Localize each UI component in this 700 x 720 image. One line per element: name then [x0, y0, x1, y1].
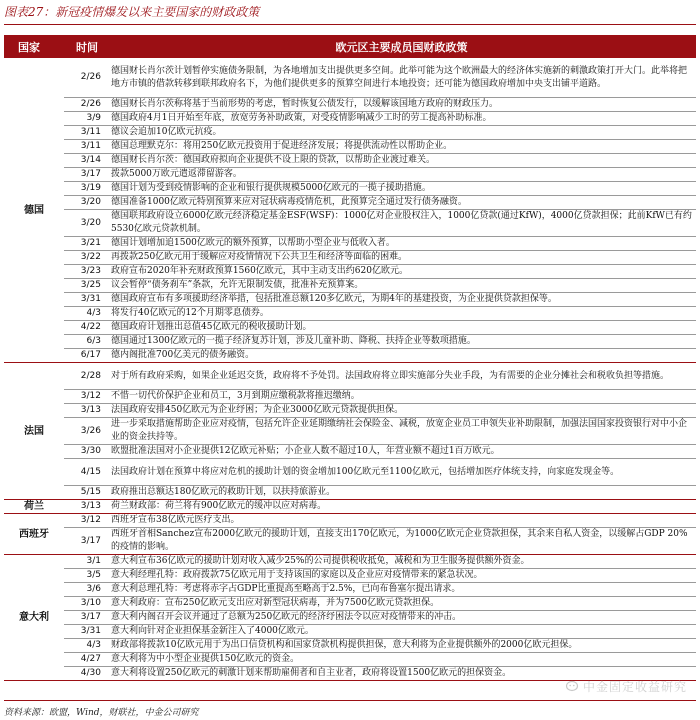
policy-text: 对于所有政府采购，如果企业延迟交货，政府将不予处罚。法国政府将立即实施部分失业手段，为有需要的企业分摊社会和税收负担等措施。 [111, 370, 670, 381]
country-cell: 意大利 [4, 555, 64, 681]
policy-text: 将发行40亿欧元的12个月期零息债券。 [111, 308, 269, 318]
date-cell: 6/3 [64, 335, 107, 349]
policy-text: 德国财长肖尔茨计划暂停实施债务限制，为各地增加支出提供更多空间。此举可能为这个欧洲最大的经济体实施新的刺激政策打开大门。此举将把地方市镇的借款转移到联邦政府名下，为他们提供更多的预算空间进行本地投资；还可能为德国政府增加中央支出铺平道路。 [111, 65, 688, 89]
policy-text: 德国政府计划推出总值45亿欧元的税收援助计划。 [111, 322, 312, 332]
date-cell: 4/15 [64, 459, 107, 486]
policy-text: 德内阁批准700亿美元的债务融资。 [111, 350, 255, 360]
policy-cell [107, 625, 696, 639]
date-cell: 3/12 [64, 514, 107, 528]
table-row [4, 514, 696, 528]
policy-text: 德国政府4月1日开始至年底，放宽劳务补助政策，对受疫情影响减少工时的劳工提高补助标准。 [111, 113, 492, 123]
table-row [4, 486, 696, 500]
table-row [4, 418, 696, 445]
table-row [4, 349, 696, 363]
date-cell: 3/23 [64, 265, 107, 279]
policy-text: 意大利向针对企业担保基金新注入了4000亿欧元。 [111, 626, 314, 636]
policy-text: 德国通过1300亿欧元的一揽子经济复苏计划，涉及儿童补助、降税、扶持企业等数项措施。 [111, 336, 476, 346]
table-row [4, 404, 696, 418]
policy-cell [107, 349, 696, 363]
policy-cell [107, 58, 696, 98]
policy-cell [107, 196, 696, 210]
date-cell: 3/11 [64, 140, 107, 154]
date-cell: 3/21 [64, 237, 107, 251]
policy-text: 荷兰财政部：荷兰将有900亿欧元的缓冲以应对病毒。 [111, 501, 327, 511]
date-cell: 4/3 [64, 639, 107, 653]
policy-cell [107, 404, 696, 418]
policy-cell [107, 210, 696, 237]
table-row [4, 265, 696, 279]
source-note: 资料来源：欧盟，Wind，财联社，中金公司研究 [4, 708, 199, 718]
policy-cell [107, 639, 696, 653]
policy-cell [107, 390, 696, 404]
policy-cell [107, 293, 696, 307]
table-row [4, 58, 696, 98]
table-row [4, 112, 696, 126]
policy-text: 德国计划为受到疫情影响的企业和银行提供规模5000亿欧元的一揽子援助措施。 [111, 183, 431, 193]
table-bottom-rule [4, 700, 696, 701]
policy-cell [107, 279, 696, 293]
policy-cell [107, 237, 696, 251]
policy-text: 西班牙首相Sanchez宣布2000亿欧元的援助计划，直接支出170亿欧元，为1000亿欧元企业贷款担保，其余来自私人资金，以缓解占GDP 20%的疫情的影响。 [111, 529, 688, 552]
date-cell: 3/20 [64, 210, 107, 237]
table-row [4, 140, 696, 154]
table-row [4, 154, 696, 168]
policy-cell [107, 569, 696, 583]
country-cell: 德国 [4, 58, 64, 363]
header-country: 国家 [4, 35, 64, 58]
policy-cell [107, 265, 696, 279]
table-row [4, 639, 696, 653]
table-row [4, 307, 696, 321]
date-cell: 2/26 [64, 98, 107, 112]
policy-text: 意大利将设置250亿欧元的刺激计划来帮助雇佣者和自主业者，政府将设置1500亿欧元的担保资金。 [111, 668, 512, 678]
policy-cell [107, 126, 696, 140]
date-cell: 2/28 [64, 363, 107, 390]
policy-text: 议会暂停“债务刹车”条款，允许无限制发债，批准补充预算案。 [111, 280, 364, 290]
date-cell: 5/15 [64, 486, 107, 500]
policy-text: 不惜一切代价保护企业和员工，3月到期应缴税款将推迟缴纳。 [111, 391, 360, 401]
policy-cell [107, 168, 696, 182]
header-policy: 欧元区主要成员国财政政策 [107, 35, 696, 58]
table-row [4, 445, 696, 459]
table-row [4, 210, 696, 237]
title-rule [4, 24, 696, 25]
policy-text: 意大利内阁召开会议并通过了总额为250亿欧元的经济纾困法令以应对疫情带来的冲击。 [111, 612, 462, 622]
figure-title: 图表27：新冠疫情爆发以来主要国家的财政政策 [4, 5, 260, 19]
policy-text: 拨款5000万欧元遣返滞留游客。 [111, 169, 242, 179]
date-cell: 3/22 [64, 251, 107, 265]
policy-text: 法国政府计划在预算中将应对危机的援助计划的资金增加100亿欧元至1100亿欧元，包括增加医疗体统支持，向家庭发现金等。 [111, 466, 620, 477]
policy-text: 意大利经理孔特：政府拨款75亿欧元用于支持该国的家庭以及企业应对疫情带来的紧急状况。 [111, 570, 483, 580]
policy-cell [107, 555, 696, 569]
policy-cell [107, 112, 696, 126]
country-cell: 法国 [4, 363, 64, 500]
policy-text: 欧盟批准法国对小企业提供12亿欧元补贴；小企业人数不超过10人，年营业额不超过1百万欧元。 [111, 446, 500, 456]
table-row [4, 279, 696, 293]
watermark-text: 中金固定收益研究 [583, 680, 688, 694]
policy-text: 意大利宣布36亿欧元的援助计划对收入减少25%的公司提供税收抵免，减税和为卫生服务提供额外资金。 [111, 556, 530, 566]
table-header-row [4, 35, 696, 58]
policy-text: 意大利政府：宣布250亿欧元支出应对新型冠状病毒，并为7500亿欧元贷款担保。 [111, 598, 440, 608]
table-row [4, 611, 696, 625]
policy-cell [107, 418, 696, 445]
policy-text: 意大利总理孔特：考虑将赤字占GDP比重提高至略高于2.5%，已向布鲁塞尔提出请求。 [111, 584, 461, 594]
date-cell: 3/30 [64, 445, 107, 459]
table-row [4, 293, 696, 307]
policy-text: 法国政府安排450亿欧元为企业纾困；为企业3000亿欧元贷款提供担保。 [111, 405, 404, 415]
policy-cell [107, 459, 696, 486]
policy-cell [107, 307, 696, 321]
table-row [4, 335, 696, 349]
policy-cell [107, 514, 696, 528]
policy-cell [107, 182, 696, 196]
policy-text: 德国总理默克尔：将用250亿欧元投资用于促进经济发展；将提供流动性以帮助企业。 [111, 141, 453, 151]
policy-cell [107, 611, 696, 625]
date-cell: 3/5 [64, 569, 107, 583]
table-row [4, 321, 696, 335]
date-cell: 3/17 [64, 528, 107, 555]
table-row [4, 459, 696, 486]
policy-cell [107, 335, 696, 349]
country-cell: 荷兰 [4, 500, 64, 514]
date-cell: 3/31 [64, 625, 107, 639]
table-row [4, 168, 696, 182]
table-row [4, 625, 696, 639]
table-row [4, 528, 696, 555]
date-cell: 4/30 [64, 667, 107, 681]
policy-cell [107, 321, 696, 335]
policy-text: 德国计划增加追1500亿欧元的额外预算，以帮助小型企业与低收入者。 [111, 238, 395, 248]
date-cell: 3/19 [64, 182, 107, 196]
policy-cell [107, 653, 696, 667]
watermark [566, 678, 687, 695]
date-cell: 3/1 [64, 555, 107, 569]
date-cell: 3/17 [64, 168, 107, 182]
date-cell: 3/12 [64, 390, 107, 404]
table-row [4, 653, 696, 667]
table-body [4, 58, 696, 681]
policy-cell [107, 98, 696, 112]
table-row [4, 555, 696, 569]
policy-cell [107, 154, 696, 168]
policy-text: 再拨款250亿欧元用于缓解应对疫情情况下公共卫生和经济等面临的困难。 [111, 252, 408, 262]
table-row [4, 251, 696, 265]
table-row [4, 237, 696, 251]
policy-text: 德国财长肖尔茨称将基于当前形势的考虑，暂时恢复公债发行，以缓解该国地方政府的财政压力。 [111, 99, 499, 109]
table-row [4, 363, 696, 390]
date-cell: 2/26 [64, 58, 107, 98]
wechat-icon [566, 680, 580, 694]
table-row [4, 98, 696, 112]
date-cell: 3/13 [64, 500, 107, 514]
policy-cell [107, 500, 696, 514]
table-row [4, 390, 696, 404]
date-cell: 3/20 [64, 196, 107, 210]
policy-cell [107, 486, 696, 500]
date-cell: 3/26 [64, 418, 107, 445]
date-cell: 3/13 [64, 404, 107, 418]
policy-text: 政府推出总额达180亿欧元的救助计划，以扶持旅游业。 [111, 487, 336, 497]
policy-text: 进一步采取措施帮助企业应对疫情，包括允许企业延期缴纳社会保险金、减税，放宽企业员工申领失业补助限制，加强法国国家投资银行对中小企业的资金扶持等。 [111, 419, 688, 442]
date-cell: 4/22 [64, 321, 107, 335]
policy-cell [107, 363, 696, 390]
table-row [4, 597, 696, 611]
policy-text: 德国准备1000亿欧元特别预算来应对冠状病毒疫情危机，此预算完全通过发行债务融资。 [111, 197, 467, 207]
date-cell: 3/9 [64, 112, 107, 126]
policy-text: 西班牙宣布38亿欧元医疗支出。 [111, 515, 240, 525]
date-cell: 3/11 [64, 126, 107, 140]
table-row [4, 182, 696, 196]
policy-text: 德国政府宣布有多项援助经济举措，包括批准总额120多亿欧元，为期4年的基建投资，为企业提供贷款担保等。 [111, 294, 557, 304]
date-cell: 4/27 [64, 653, 107, 667]
policy-text: 德国财长肖尔茨：德国政府拟向企业提供不设上限的贷款，以帮助企业渡过难关。 [111, 155, 436, 165]
policy-text: 德国联邦政府设立6000亿欧元经济稳定基金ESF(WSF)：1000亿对企业股权注入，1000亿贷款(通过KfW)，4000亿贷款担保；此前KfW已有约5530亿欧元贷款机制。 [111, 211, 692, 234]
table-row [4, 196, 696, 210]
policy-text: 政府宣布2020年补充财政预算1560亿欧元，其中主动支出约620亿欧元。 [111, 266, 408, 276]
table-row [4, 583, 696, 597]
policy-cell [107, 528, 696, 555]
table-row [4, 569, 696, 583]
policy-text: 意大利将为中小型企业提供150亿欧元的资金。 [111, 654, 300, 664]
policy-text: 德议会追加10亿欧元抗疫。 [111, 127, 222, 137]
date-cell: 3/6 [64, 583, 107, 597]
table-row [4, 500, 696, 514]
country-cell: 西班牙 [4, 514, 64, 555]
date-cell: 3/14 [64, 154, 107, 168]
policy-cell [107, 251, 696, 265]
policy-cell [107, 597, 696, 611]
date-cell: 6/17 [64, 349, 107, 363]
policy-cell [107, 140, 696, 154]
policy-text: 财政部将拨款10亿欧元用于为出口信贷机构和国家贷款机构提供担保，意大利将为企业提供额外的2000亿欧元担保。 [111, 640, 578, 650]
date-cell: 4/3 [64, 307, 107, 321]
date-cell: 3/31 [64, 293, 107, 307]
policy-table [4, 35, 696, 681]
policy-cell [107, 445, 696, 459]
date-cell: 3/17 [64, 611, 107, 625]
table-row [4, 126, 696, 140]
date-cell: 3/10 [64, 597, 107, 611]
date-cell: 3/25 [64, 279, 107, 293]
header-date: 时间 [64, 35, 107, 58]
policy-cell [107, 583, 696, 597]
